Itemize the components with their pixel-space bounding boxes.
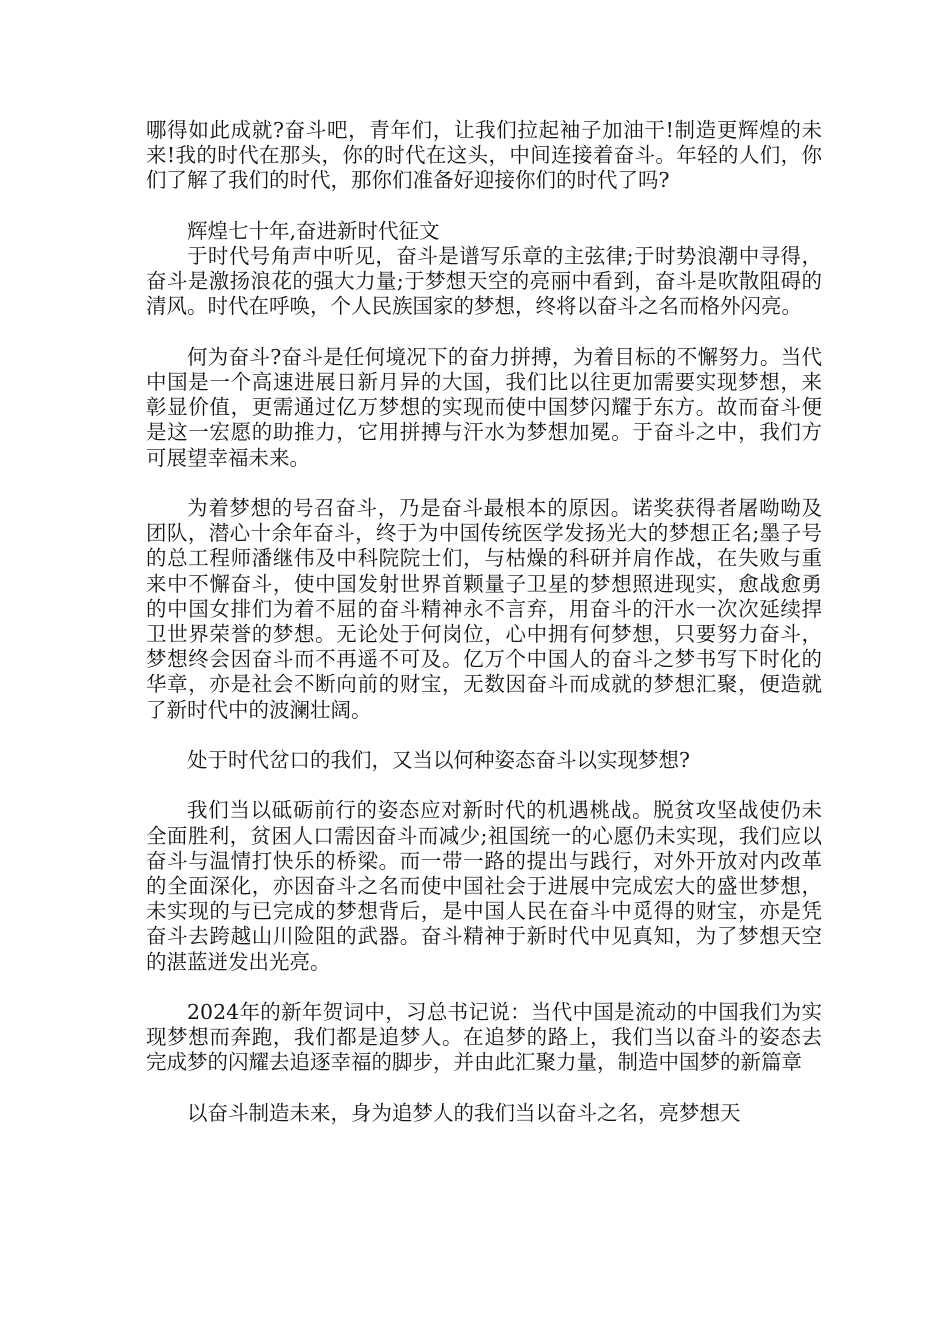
essay-title: 辉煌七十年,奋进新时代征文 xyxy=(187,218,440,243)
paragraph-new-year-speech: 2024年的新年贺词中，习总书记说：当代中国是流动的中国我们为实现梦想而奔跑，我们都是追梦人。在追梦的路上，我们当以奋斗的姿态去完成梦的闪耀去追逐幸福的脚步，并由此汇聚力量，制造中国梦的新篇章 xyxy=(146,1000,822,1075)
paragraph-closing-call: 哪得如此成就?奋斗吧，青年们，让我们拉起袖子加油干!制造更辉煌的未来!我的时代在那头，你的时代在这头，中间连接着奋斗。年轻的人们，你们了解了我们的时代，那你们准备好迎接你们的时代了吗? xyxy=(146,118,822,193)
paragraph-dream-examples: 为着梦想的号召奋斗，乃是奋斗最根本的原因。诺奖获得者屠呦呦及团队，潜心十余年奋斗，终于为中国传统医学发扬光大的梦想正名;墨子号的总工程师潘继伟及中科院院士们，与枯燥的科研并肩作战，在失败与重来中不懈奋斗，使中国发射世界首颗量子卫星的梦想照进现实，愈战愈勇的中国女排们为着不屈的奋斗精神永不言弃，用奋斗的汗水一次次延续捍卫世界荣誉的梦想。无论处于何岗位，心中拥有何梦想，只要努力奋斗，梦想终会因奋斗而不再遥不可及。亿万个中国人的奋斗之梦书写下时化的华章，亦是社会不断向前的财宝，无数因奋斗而成就的梦想汇聚，便造就了新时代中的波澜壮阔。 xyxy=(146,496,822,722)
paragraph-new-era-challenges: 我们当以砥砺前行的姿态应对新时代的机遇桃战。脱贫攻坚战使仍未全面胜利，贫困人口需因奋斗而减少;祖国统一的心愿仍未实现，我们应以奋斗与温情打快乐的桥梁。而一带一路的提出与践行，对外开放对内改革的全面深化，亦因奋斗之名而使中国社会于进展中完成宏大的盛世梦想，未实现的与已完成的梦想背后，是中国人民在奋斗中觅得的财宝，亦是凭奋斗去跨越山川险阻的武器。奋斗精神于新时代中见真知，为了梦想天空的湛蓝迸发出光亮。 xyxy=(146,798,822,974)
paragraph-intro: 于时代号角声中听见，奋斗是谱写乐章的主弦律;于时势浪潮中寻得，奋斗是激扬浪花的强大力量;于梦想天空的亮丽中看到，奋斗是吹散阻碍的清风。时代在呼唤，个人民族国家的梦想，终将以奋斗之名而格外闪亮。 xyxy=(146,244,822,319)
paragraph-conclusion: 以奋斗制造未来，身为追梦人的我们当以奋斗之名，亮梦想天 xyxy=(187,1100,741,1125)
document-body xyxy=(146,118,822,1126)
paragraph-what-is-struggle: 何为奋斗?奋斗是任何境况下的奋力拼搏，为着目标的不懈努力。当代中国是一个高速进展日新月异的大国，我们比以往更加需要实现梦想，来彰显价值，更需通过亿万梦想的实现而使中国梦闪耀于东方。故而奋斗便是这一宏愿的助推力，它用拼搏与汗水为梦想加冕。于奋斗之中，我们方可展望幸福未来。 xyxy=(146,344,822,470)
paragraph-question: 处于时代岔口的我们，又当以何种姿态奋斗以实现梦想? xyxy=(187,748,690,773)
